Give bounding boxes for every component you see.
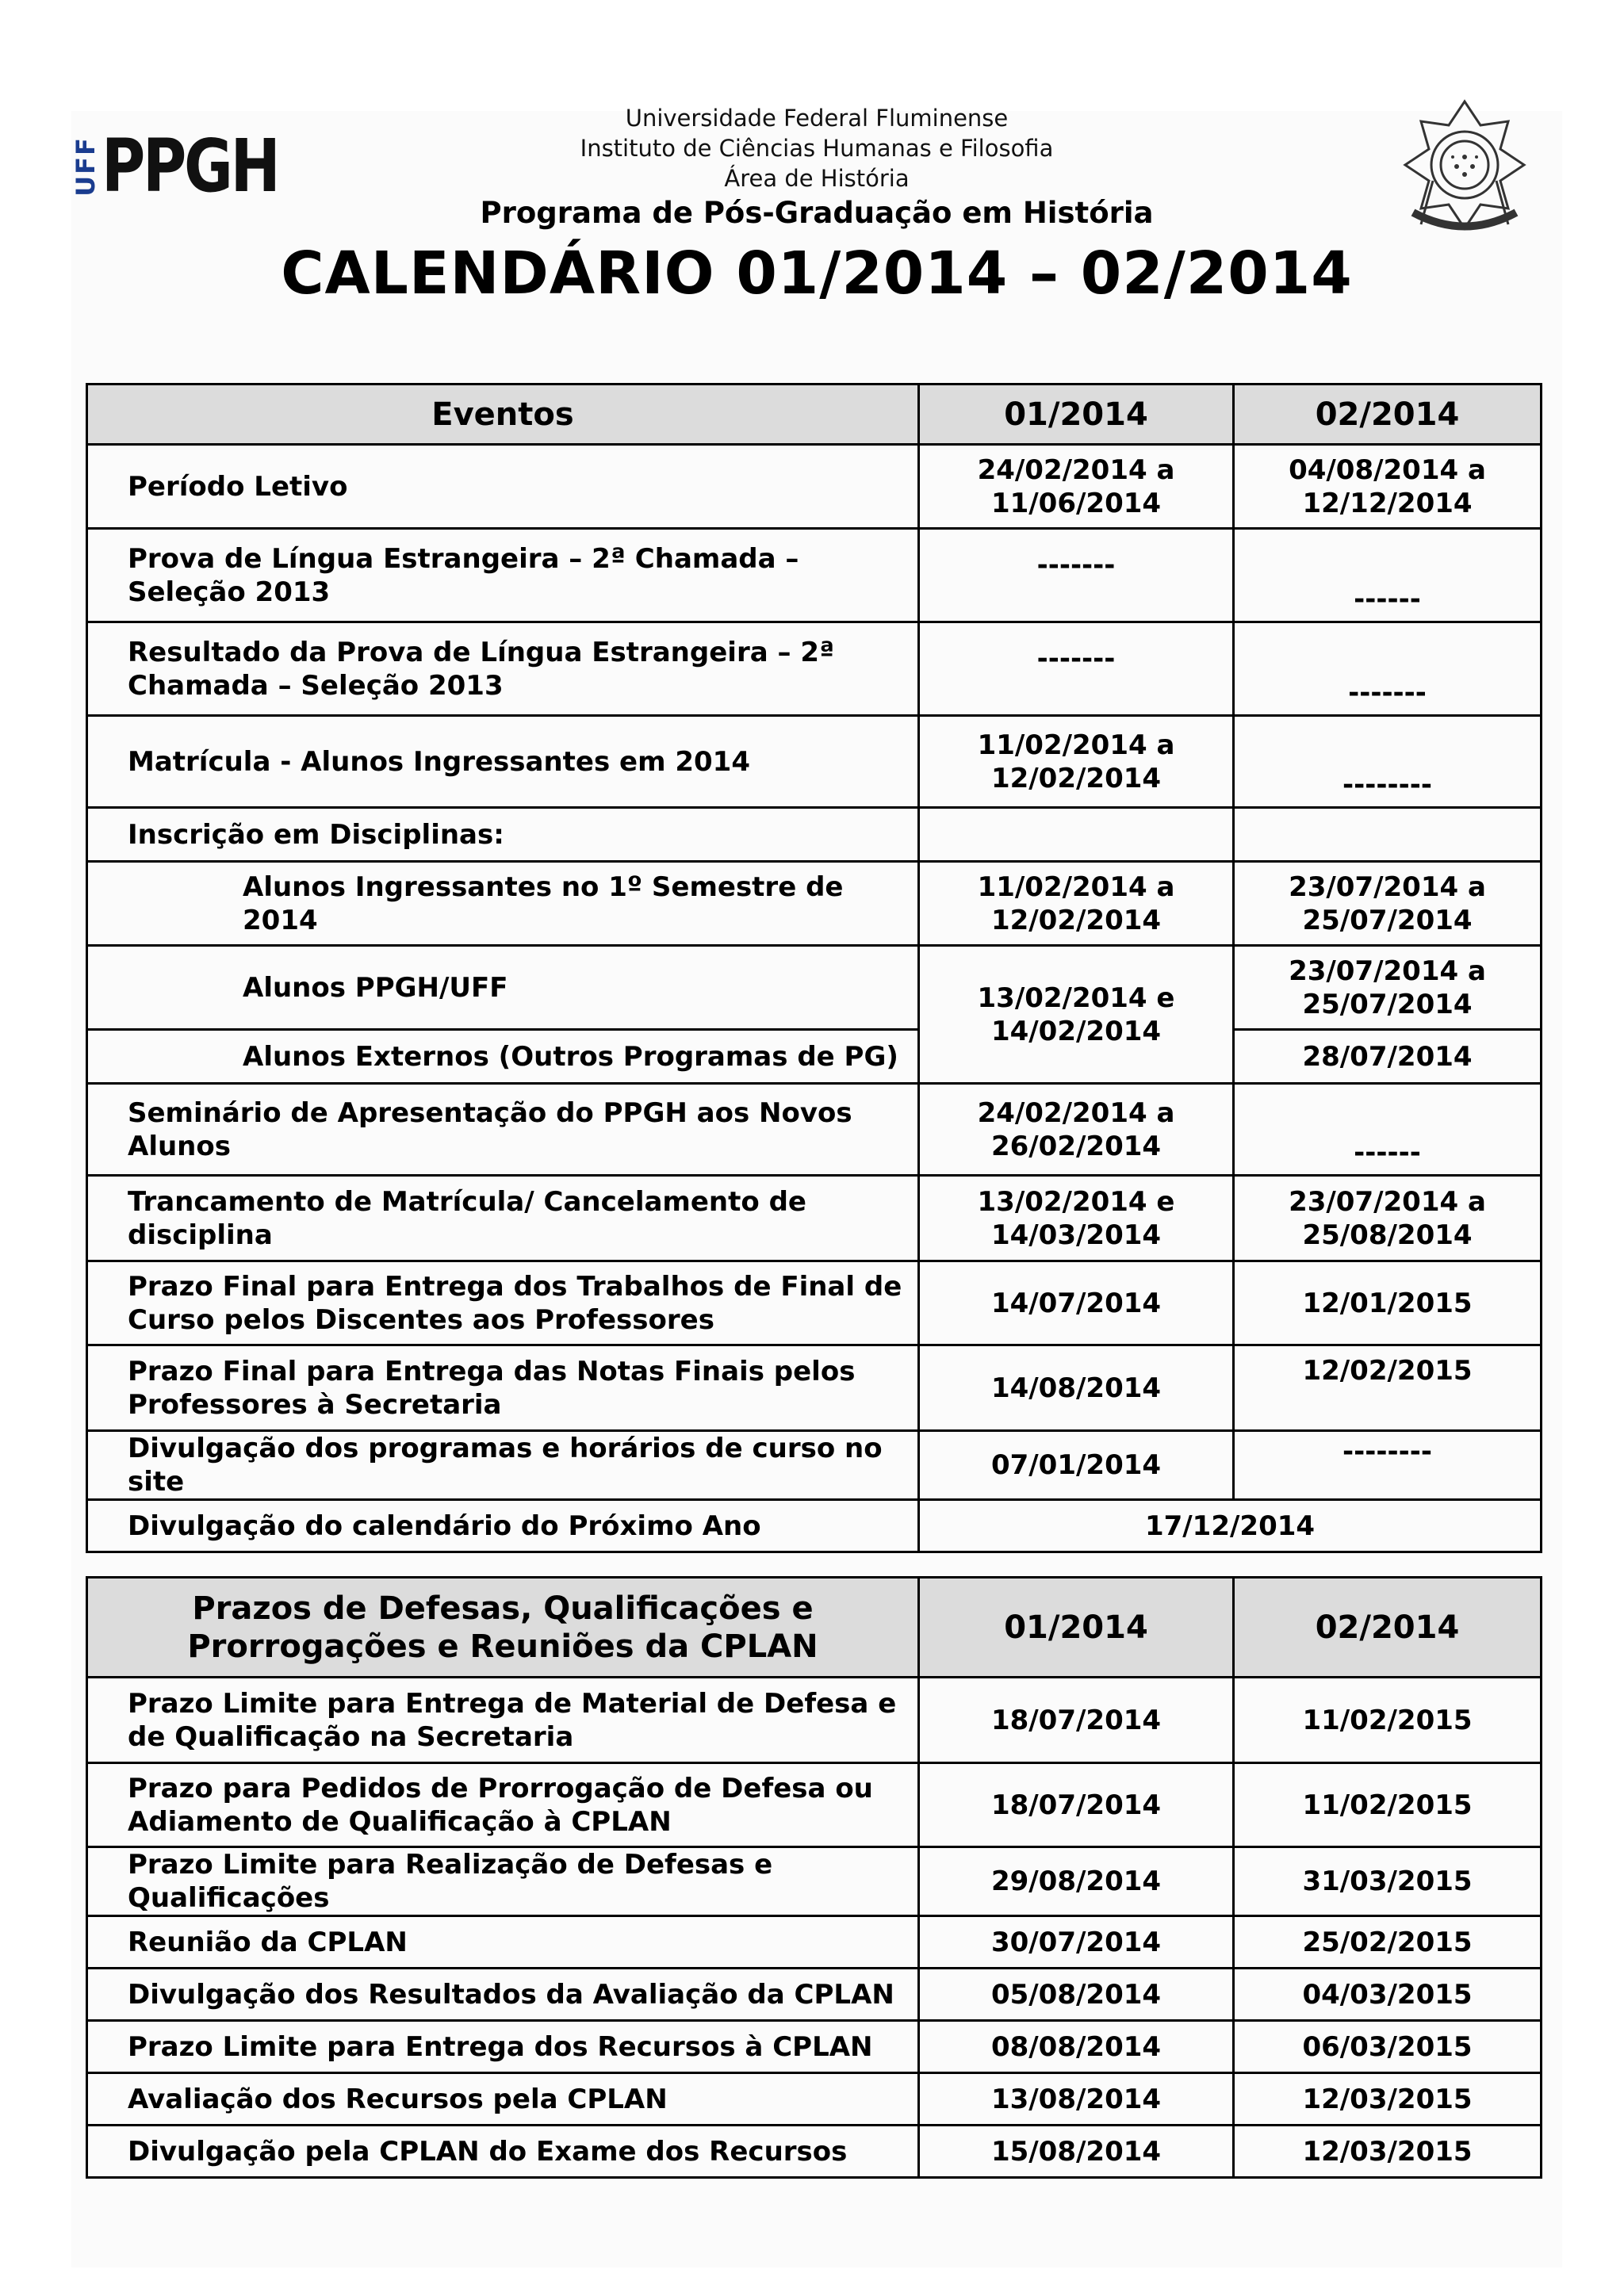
event-cell: Alunos Externos (Outros Programas de PG) [87,1030,919,1084]
header-text-block [444,103,1189,232]
date-cell-s2: 12/01/2015 [1234,1261,1542,1345]
date-cell-s2: 23/07/2014 a 25/08/2014 [1234,1176,1542,1261]
event-cell: Prazo Limite para Realização de Defesas e Qualificações [87,1847,919,1916]
date-cell-s2 [1234,808,1542,862]
date-cell-s1 [919,808,1234,862]
date-cell-s1: 29/08/2014 [919,1847,1234,1916]
header-semester-2: 02/2014 [1234,385,1542,445]
table-row [87,1678,1542,1763]
table-row [87,2126,1542,2178]
table-row [87,1030,1542,1084]
header-semester-1: 01/2014 [919,1578,1234,1678]
table-header-row [87,1578,1542,1678]
date-cell-s2: 12/02/2015 [1234,1345,1542,1431]
event-cell: Prazo para Pedidos de Prorrogação de Defesa ou Adiamento de Qualificação à CPLAN [87,1763,919,1847]
date-cell-s2: -------- [1234,1431,1542,1500]
header-semester-2: 02/2014 [1234,1578,1542,1678]
event-cell: Prazo Limite para Entrega de Material de Defesa e de Qualificação na Secretaria [87,1678,919,1763]
event-cell: Prazo Final para Entrega dos Trabalhos de Final de Curso pelos Discentes aos Professores [87,1261,919,1345]
header-semester-1: 01/2014 [919,385,1234,445]
date-cell-s1: ------- [919,622,1234,716]
table-row [87,1916,1542,1969]
date-cell-s1: 13/02/2014 e 14/03/2014 [919,1176,1234,1261]
date-cell-s1: ------- [919,529,1234,622]
table-row [87,1345,1542,1431]
date-cell-s1: 24/02/2014 a 11/06/2014 [919,445,1234,529]
date-cell-s1: 08/08/2014 [919,2021,1234,2073]
table-row [87,1084,1542,1176]
event-cell: Alunos PPGH/UFF [87,946,919,1030]
event-cell: Seminário de Apresentação do PPGH aos Novos Alunos [87,1084,919,1176]
date-cell-s2: 23/07/2014 a 25/07/2014 [1234,862,1542,946]
table-row [87,1176,1542,1261]
event-cell: Alunos Ingressantes no 1º Semestre de 2014 [87,862,919,946]
date-cell-s1: 05/08/2014 [919,1969,1234,2021]
date-cell-s1: 30/07/2014 [919,1916,1234,1969]
date-cell-both: 17/12/2014 [919,1500,1542,1552]
event-cell: Avaliação dos Recursos pela CPLAN [87,2073,919,2126]
date-cell-s2: ------- [1234,622,1542,716]
table-row [87,1431,1542,1500]
date-cell-s1: 11/02/2014 a 12/02/2014 [919,862,1234,946]
date-cell-s2: 31/03/2015 [1234,1847,1542,1916]
header-deadlines: Prazos de Defesas, Qualificações e Prorrogações e Reuniões da CPLAN [87,1578,919,1678]
calendar-events-table [86,383,1542,1553]
date-cell-s1: 13/08/2014 [919,2073,1234,2126]
table-row [87,445,1542,529]
table-row [87,1847,1542,1916]
date-cell-s1: 11/02/2014 a 12/02/2014 [919,716,1234,808]
date-cell-s1: 18/07/2014 [919,1763,1234,1847]
date-cell-s2: 12/03/2015 [1234,2126,1542,2178]
institute-name: Instituto de Ciências Humanas e Filosofia [580,135,1054,162]
date-cell-s2: 04/08/2014 a 12/12/2014 [1234,445,1542,529]
event-cell: Período Letivo [87,445,919,529]
program-name: Programa de Pós-Graduação em História [480,196,1154,230]
logo-ppgh-text: PPGH [102,124,278,209]
date-cell-s2: 11/02/2015 [1234,1763,1542,1847]
brazil-seal-icon [1389,94,1540,244]
event-cell: Prazo Final para Entrega das Notas Finais pelos Professores à Secretaria [87,1345,919,1431]
table-header-row [87,385,1542,445]
table-row [87,946,1542,1030]
table-row [87,716,1542,808]
date-cell-s1: 14/08/2014 [919,1345,1234,1431]
defense-deadlines-table [86,1576,1542,2179]
event-cell: Reunião da CPLAN [87,1916,919,1969]
event-cell: Matrícula - Alunos Ingressantes em 2014 [87,716,919,808]
event-cell: Divulgação pela CPLAN do Exame dos Recursos [87,2126,919,2178]
date-cell-s2: ------ [1234,1084,1542,1176]
table-row [87,1969,1542,2021]
table-row [87,529,1542,622]
table-row [87,2021,1542,2073]
event-cell: Inscrição em Disciplinas: [87,808,919,862]
date-cell-s2: 06/03/2015 [1234,2021,1542,2073]
page-title: CALENDÁRIO 01/2014 – 02/2014 [281,239,1353,308]
date-cell-s1: 13/02/2014 e 14/02/2014 [919,946,1234,1084]
university-name: Universidade Federal Fluminense [625,105,1009,132]
date-cell-s2: 23/07/2014 a 25/07/2014 [1234,946,1542,1030]
date-cell-s2: -------- [1234,716,1542,808]
table-row [87,622,1542,716]
date-cell-s1: 24/02/2014 a 26/02/2014 [919,1084,1234,1176]
date-cell-s1: 14/07/2014 [919,1261,1234,1345]
date-cell-s1: 15/08/2014 [919,2126,1234,2178]
event-cell: Prazo Limite para Entrega dos Recursos à CPLAN [87,2021,919,2073]
header-events: Eventos [87,385,919,445]
ppgh-logo [71,119,278,214]
event-cell: Divulgação dos Resultados da Avaliação da CPLAN [87,1969,919,2021]
event-cell: Resultado da Prova de Língua Estrangeira – 2ª Chamada – Seleção 2013 [87,622,919,716]
date-cell-s2: 28/07/2014 [1234,1030,1542,1084]
event-cell: Trancamento de Matrícula/ Cancelamento de disciplina [87,1176,919,1261]
date-cell-s2: ------ [1234,529,1542,622]
table-row [87,1261,1542,1345]
date-cell-s2: 11/02/2015 [1234,1678,1542,1763]
table-row [87,808,1542,862]
date-cell-s2: 25/02/2015 [1234,1916,1542,1969]
table-row [87,1763,1542,1847]
logo-uff-text: UFF [71,136,101,197]
table-row [87,2073,1542,2126]
table-row [87,1500,1542,1552]
event-cell: Divulgação do calendário do Próximo Ano [87,1500,919,1552]
table-row [87,862,1542,946]
date-cell-s1: 18/07/2014 [919,1678,1234,1763]
date-cell-s2: 04/03/2015 [1234,1969,1542,2021]
date-cell-s1: 07/01/2014 [919,1431,1234,1500]
area-name: Área de História [724,165,910,192]
event-cell: Prova de Língua Estrangeira – 2ª Chamada – Seleção 2013 [87,529,919,622]
event-cell: Divulgação dos programas e horários de curso no site [87,1431,919,1500]
date-cell-s2: 12/03/2015 [1234,2073,1542,2126]
